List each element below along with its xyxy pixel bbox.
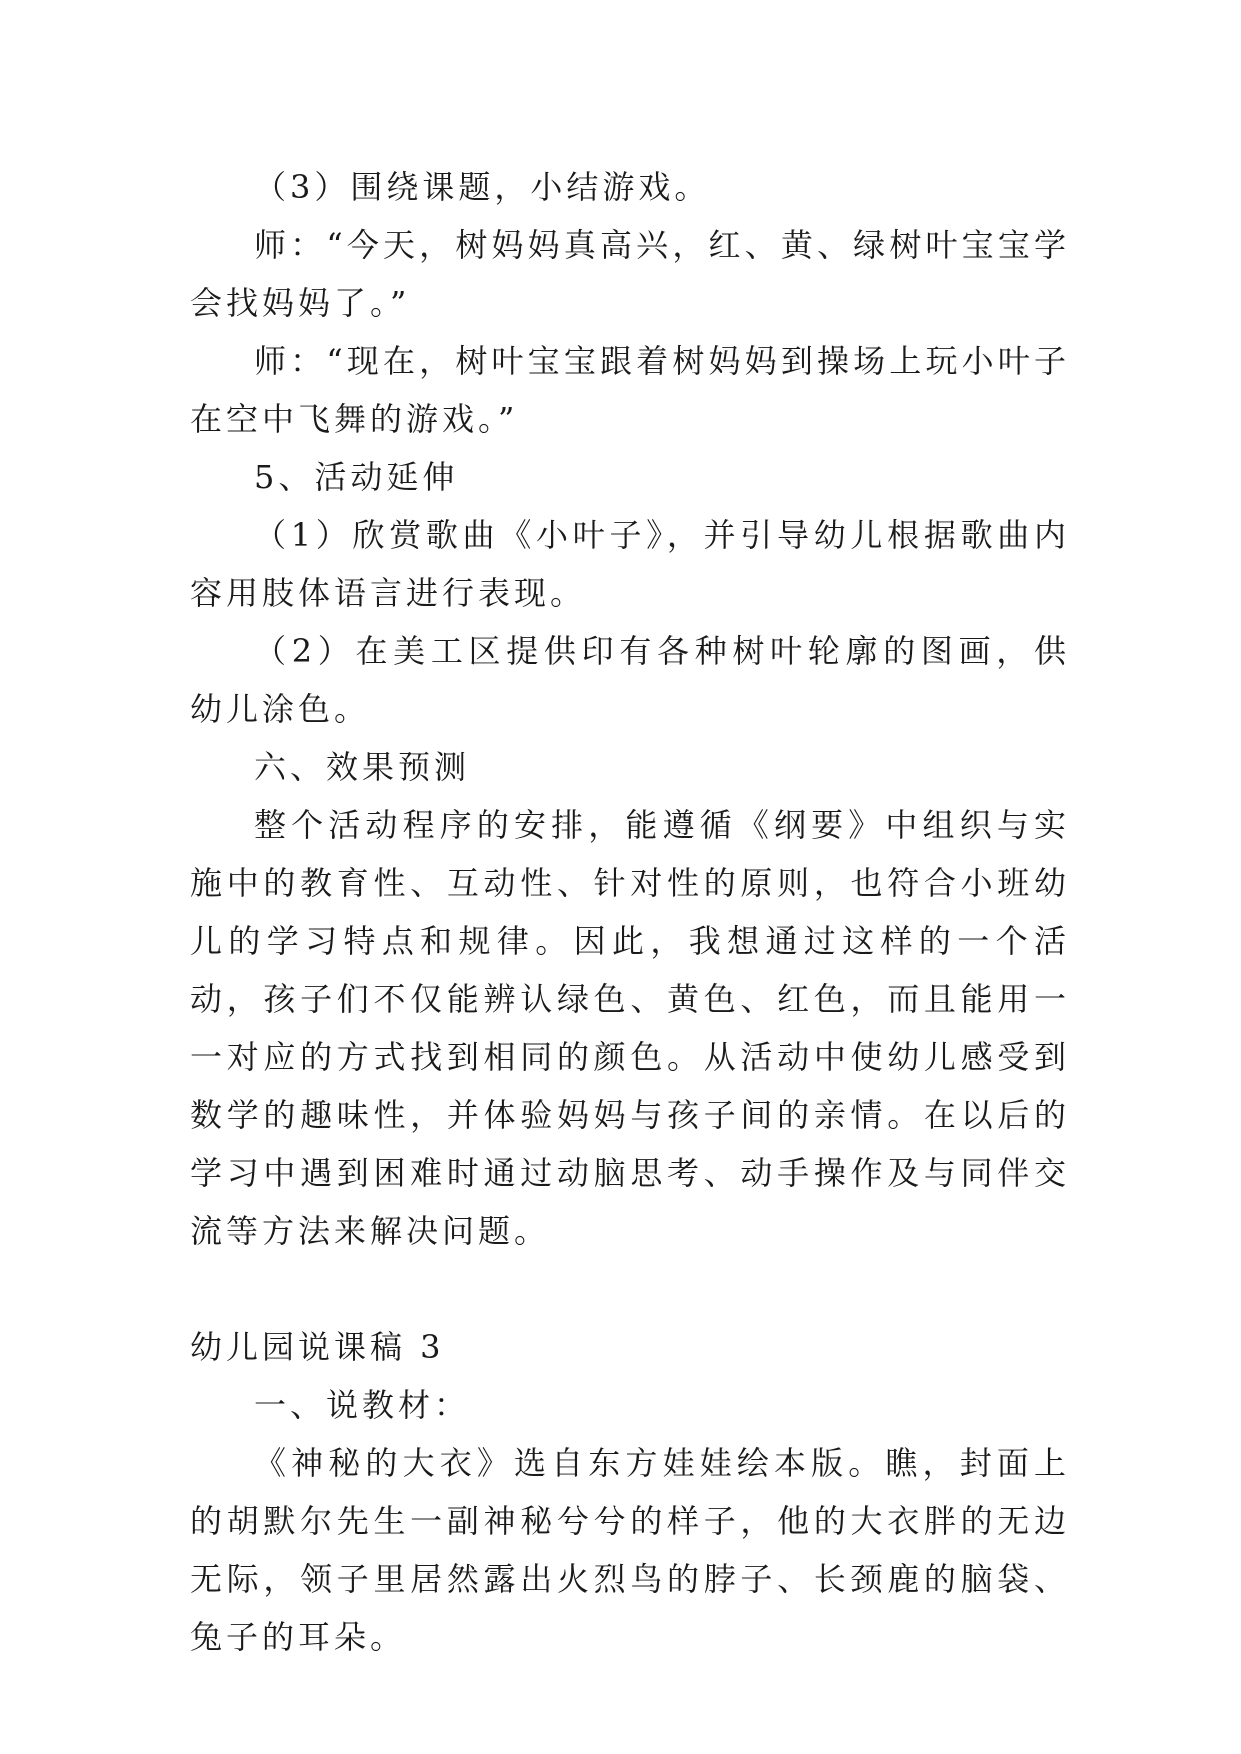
heading-textbook: 一、说教材： — [254, 1386, 471, 1424]
paragraph: 整个活动程序的安排，能遵循《纲要》中组织与实施中的教育性、互动性、针对性的原则，也符合小班幼儿的学习特点和规律。因此，我想通过这样的一个活动，孩子们不仅能辨认绿色、黄色、红色，而且能用一一对应的方式找到相同的颜色。从活动中使幼儿感受到数学的趣味性，并体验妈妈与孩子间的亲情。在以后的学习中遇到困难时通过动脑思考、动手操作及与同伴交流等方法来解决问题。 — [190, 806, 1070, 1250]
paragraph: 《神秘的大衣》选自东方娃娃绘本版。瞧，封面上的胡默尔先生一副神秘兮兮的样子，他的大衣胖的无边无际，领子里居然露出火烈鸟的脖子、长颈鹿的脑袋、兔子的耳朵。 — [190, 1444, 1070, 1656]
section-title: 幼儿园说课稿 3 — [190, 1328, 445, 1366]
paragraph: 师：“今天，树妈妈真高兴，红、黄、绿树叶宝宝学会找妈妈了。” — [190, 226, 1070, 322]
blank-line — [190, 1260, 1070, 1318]
paragraph: （2）在美工区提供印有各种树叶轮廓的图画，供幼儿涂色。 — [190, 632, 1070, 728]
heading-effect-prediction: 六、效果预测 — [254, 748, 471, 786]
document-body — [190, 158, 1070, 1666]
paragraph: （1）欣赏歌曲《小叶子》，并引导幼儿根据歌曲内容用肢体语言进行表现。 — [190, 516, 1070, 612]
heading-activity-extension: 5、活动延伸 — [254, 458, 459, 496]
paragraph: 师：“现在，树叶宝宝跟着树妈妈到操场上玩小叶子在空中飞舞的游戏。” — [190, 342, 1070, 438]
paragraph: （3）围绕课题，小结游戏。 — [254, 168, 711, 206]
